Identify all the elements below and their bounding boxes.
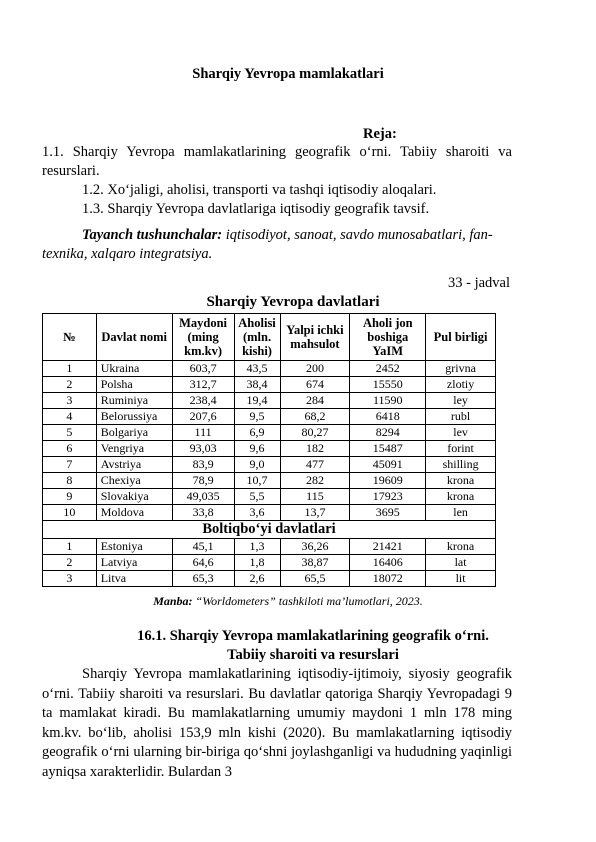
table-cell: krona: [426, 473, 496, 489]
key-concepts-text: iqtisodiyot, sanoat, savdo munosabatlari, fan-texnika, xalqaro integratsiya.: [42, 227, 493, 262]
table-row: [43, 555, 496, 571]
section-title-line-2: Tabiiy sharoiti va resurslari: [227, 647, 399, 663]
table-cell: 2452: [350, 361, 426, 377]
table-cell: 284: [280, 393, 350, 409]
table-cell: 603,7: [172, 361, 234, 377]
table-cell: Ruminiya: [96, 393, 172, 409]
table-cell: 19,4: [234, 393, 280, 409]
table-cell: 65,5: [280, 571, 350, 587]
table-cell: len: [426, 505, 496, 521]
table-cell: 477: [280, 457, 350, 473]
table-cell: 15487: [350, 441, 426, 457]
table-cell: 36,26: [280, 539, 350, 555]
section-title-line-1: 16.1. Sharqiy Yevropa mamlakatlarining geografik o‘rni.: [137, 628, 489, 644]
table-cell: 83,9: [172, 457, 234, 473]
table-cell: 9,5: [234, 409, 280, 425]
table-cell: 674: [280, 377, 350, 393]
key-concepts: [42, 226, 512, 264]
source-label: Manba:: [153, 594, 193, 608]
table-cell: 15550: [350, 377, 426, 393]
table-cell: 2: [43, 377, 97, 393]
table-cell: shilling: [426, 457, 496, 473]
table-row: [43, 425, 496, 441]
table-cell: 18072: [350, 571, 426, 587]
baltic-section-title: Boltiqbo‘yi davlatlari: [43, 521, 496, 539]
table-row: [43, 457, 496, 473]
header-cell: Davlat nomi: [96, 314, 172, 361]
table-cell: 13,7: [280, 505, 350, 521]
table-number: 33 - jadval: [447, 275, 510, 291]
table-cell: 78,9: [172, 473, 234, 489]
table-cell: Chexiya: [96, 473, 172, 489]
table-cell: 3: [43, 393, 97, 409]
table-cell: 65,3: [172, 571, 234, 587]
table-cell: 38,87: [280, 555, 350, 571]
table-row: [43, 377, 496, 393]
plan-heading: Reja:: [363, 126, 397, 142]
plan-item-3: 1.3. Sharqiy Yevropa davlatlariga iqtisodiy geografik tavsif.: [82, 201, 430, 217]
table-cell: 3: [43, 571, 97, 587]
table-row: [43, 489, 496, 505]
table-cell: 115: [280, 489, 350, 505]
table-cell: 45,1: [172, 539, 234, 555]
table-cell: Vengriya: [96, 441, 172, 457]
table-cell: lit: [426, 571, 496, 587]
plan-item-1: 1.1. Sharqiy Yevropa mamlakatlarining geografik o‘rni. Tabiiy sharoiti va resurslari.: [42, 144, 512, 179]
header-cell: №: [43, 314, 97, 361]
table-cell: 3695: [350, 505, 426, 521]
header-cell: Pul birligi: [426, 314, 496, 361]
table-cell: Ukraina: [96, 361, 172, 377]
header-cell: Aholisi (mln. kishi): [234, 314, 280, 361]
table-cell: grivna: [426, 361, 496, 377]
table-cell: krona: [426, 489, 496, 505]
table-cell: 1: [43, 539, 97, 555]
table-cell: 7: [43, 457, 97, 473]
table-cell: Estoniya: [96, 539, 172, 555]
table-header-row: [43, 314, 496, 361]
table-cell: Slovakiya: [96, 489, 172, 505]
table-cell: Belorussiya: [96, 409, 172, 425]
table-row: [43, 505, 496, 521]
table-cell: forint: [426, 441, 496, 457]
table-cell: 6418: [350, 409, 426, 425]
table-cell: lev: [426, 425, 496, 441]
table-cell: 3,6: [234, 505, 280, 521]
table-cell: Bolgariya: [96, 425, 172, 441]
table-cell: Litva: [96, 571, 172, 587]
header-cell: Maydoni (ming km.kv): [172, 314, 234, 361]
table-cell: 207,6: [172, 409, 234, 425]
table-cell: 2: [43, 555, 97, 571]
header-cell: Aholi jon boshiga YaIM: [350, 314, 426, 361]
table-cell: 38,4: [234, 377, 280, 393]
table-cell: 8294: [350, 425, 426, 441]
table-cell: 64,6: [172, 555, 234, 571]
table-cell: 111: [172, 425, 234, 441]
table-cell: 17923: [350, 489, 426, 505]
table-cell: 4: [43, 409, 97, 425]
table-cell: 49,035: [172, 489, 234, 505]
table-row: [43, 539, 496, 555]
table-cell: 2,6: [234, 571, 280, 587]
table-cell: zlotiy: [426, 377, 496, 393]
table-row: [43, 361, 496, 377]
header-cell: Yalpi ichki mahsulot: [280, 314, 350, 361]
table-cell: 312,7: [172, 377, 234, 393]
table-cell: Latviya: [96, 555, 172, 571]
table-row: [43, 441, 496, 457]
table-cell: Polsha: [96, 377, 172, 393]
table-cell: 43,5: [234, 361, 280, 377]
table-row: [43, 571, 496, 587]
table-cell: 16406: [350, 555, 426, 571]
table-cell: 10,7: [234, 473, 280, 489]
table-cell: 282: [280, 473, 350, 489]
table-cell: ley: [426, 393, 496, 409]
table-cell: 5,5: [234, 489, 280, 505]
table-cell: krona: [426, 539, 496, 555]
table-cell: Avstriya: [96, 457, 172, 473]
table-cell: 21421: [350, 539, 426, 555]
table-cell: 9,0: [234, 457, 280, 473]
table-cell: 68,2: [280, 409, 350, 425]
table-cell: 238,4: [172, 393, 234, 409]
countries-table: [42, 313, 496, 587]
table-cell: 5: [43, 425, 97, 441]
table-source: [0, 594, 596, 609]
table-row: [43, 393, 496, 409]
body-paragraph: Sharqiy Yevropa mamlakatlarining iqtisodiy-ijtimoiy, siyosiy geografik o‘rni. Tabiiy sharoiti va resurslari. Bu davlatlar qatoriga Sharqiy Yevropadagi 9 ta mamlakat kiradi. Bu mamlakatlarning umumiy maydoni 1 mln 178 ming km.kv. bo‘lib, aholisi 153,9 mln kishi (2020). Bu mamlakatlarning iqtisodiy geografik o‘rni ularning bir-biriga qo‘shni joylashganligi va hududning yaqinligi ayniqsa xarakterlidir. Bulardan 3: [42, 666, 512, 780]
table-cell: 45091: [350, 457, 426, 473]
table-title: Sharqiy Yevropa davlatlari: [206, 294, 380, 310]
document-title: Sharqiy Yevropa mamlakatlari: [192, 66, 384, 82]
table-cell: 11590: [350, 393, 426, 409]
table-cell: lat: [426, 555, 496, 571]
table-cell: 1,8: [234, 555, 280, 571]
table-cell: rubl: [426, 409, 496, 425]
table-cell: 19609: [350, 473, 426, 489]
table-cell: Moldova: [96, 505, 172, 521]
table-cell: 33,8: [172, 505, 234, 521]
table-cell: 6,9: [234, 425, 280, 441]
table-cell: 200: [280, 361, 350, 377]
plan-item-2: 1.2. Xo‘jaligi, aholisi, transporti va tashqi iqtisodiy aloqalari.: [82, 182, 437, 198]
table-cell: 8: [43, 473, 97, 489]
source-text: “Worldometers” tashkiloti ma’lumotlari, 2023.: [192, 594, 423, 608]
key-concepts-label: Tayanch tushunchalar:: [82, 227, 223, 243]
section-title: [0, 627, 596, 665]
table-section-row: [43, 521, 496, 539]
table-cell: 1,3: [234, 539, 280, 555]
table-row: [43, 409, 496, 425]
table-cell: 93,03: [172, 441, 234, 457]
table-cell: 9: [43, 489, 97, 505]
table-cell: 10: [43, 505, 97, 521]
table-cell: 182: [280, 441, 350, 457]
table-cell: 1: [43, 361, 97, 377]
table-cell: 6: [43, 441, 97, 457]
table-row: [43, 473, 496, 489]
table-cell: 80,27: [280, 425, 350, 441]
table-cell: 9,6: [234, 441, 280, 457]
